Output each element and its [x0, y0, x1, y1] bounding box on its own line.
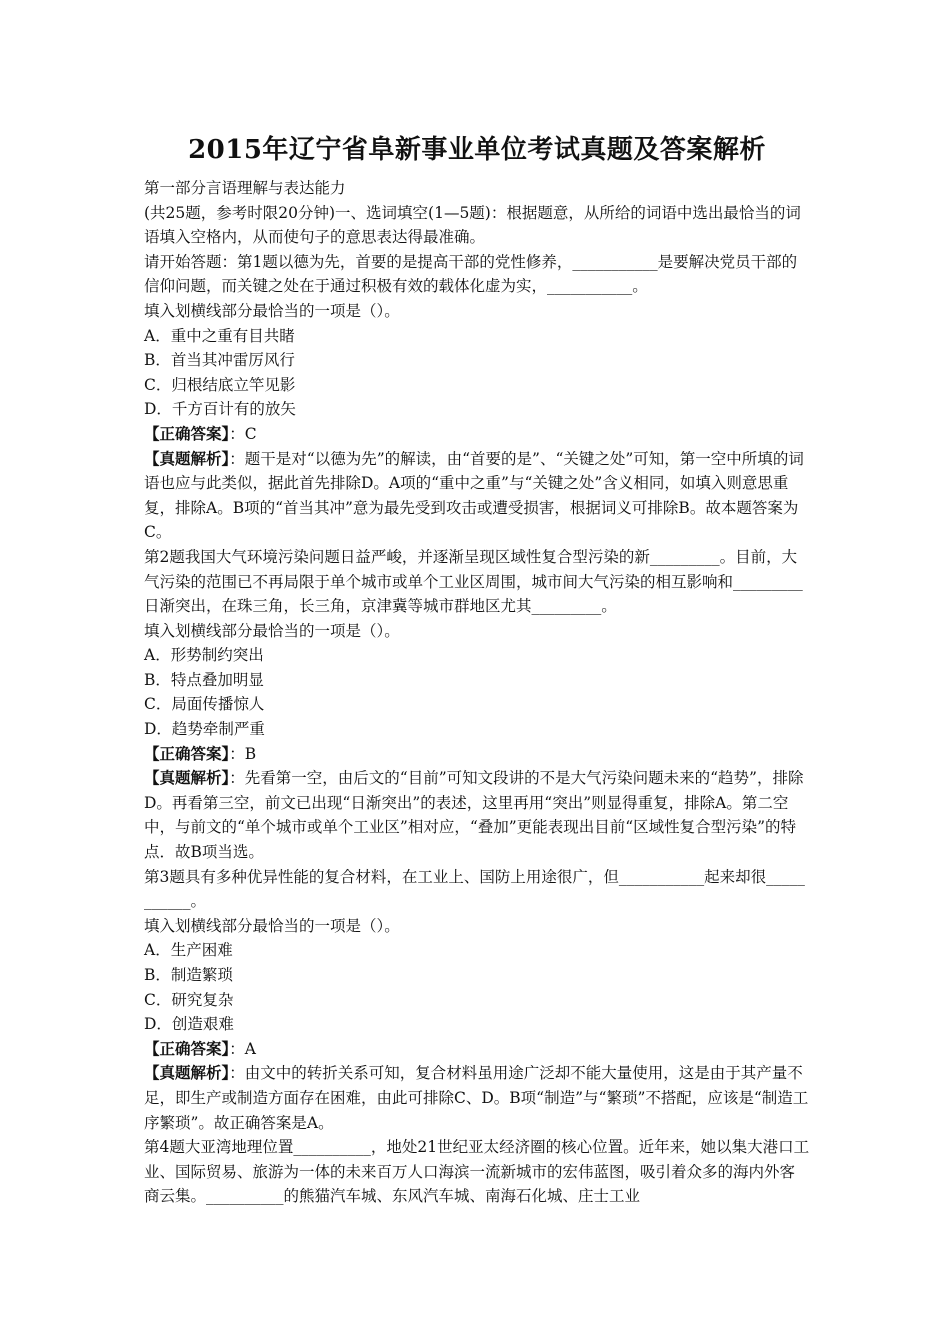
- question-stem: 第3题具有多种优异性能的复合材料，在工业上、国防上用途很广，但___________起来却很___________。: [144, 867, 805, 911]
- option-c: C．研究复杂: [144, 990, 234, 1009]
- option-b: B．首当其冲雷厉风行: [144, 351, 295, 370]
- option-a: A．形势制约突出: [144, 646, 264, 665]
- analysis: [144, 1061, 810, 1135]
- correct-answer: [144, 1037, 810, 1062]
- answer-value: ：A: [229, 1039, 256, 1058]
- correct-answer: [144, 742, 810, 767]
- analysis: [144, 447, 810, 545]
- option-c: C．归根结底立竿见影: [144, 375, 296, 394]
- analysis-text: ：由文中的转折关系可知，复合材料虽用途广泛却不能大量使用，这是由于其产量不足，即生产或制造方面存在困难，由此可排除C、D。B项“制造”与“繁琐”不搭配，应该是“制造工序繁琐”。故正确答案是A。: [144, 1064, 809, 1132]
- question-prompt: 填入划横线部分最恰当的一项是（）。: [144, 916, 400, 935]
- option-a: A．生产困难: [144, 941, 233, 960]
- answer-label: 【正确答案】: [144, 1038, 230, 1058]
- option-a: A．重中之重有目共睹: [144, 326, 295, 345]
- analysis-label: 【真题解析】: [144, 768, 230, 788]
- analysis-label: 【真题解析】: [144, 1063, 230, 1083]
- option-d: D．趋势牵制严重: [144, 720, 265, 739]
- part-heading: 第一部分言语理解与表达能力: [144, 179, 346, 197]
- question-stem: 第2题我国大气环境污染问题日益严峻，并逐渐呈现区域性复合型污染的新_________。目前，大气污染的范围已不再局限于单个城市或单个工业区周围，城市间大气污染的相互影响和_________日渐突出，在珠三角，长三角，京津冀等城市群地区尤其_________。: [144, 547, 803, 616]
- question-prompt: 填入划横线部分最恰当的一项是（）。: [144, 301, 400, 320]
- analysis-label: 【真题解析】: [144, 448, 230, 468]
- question-3: [144, 865, 810, 1136]
- option-d: D．创造艰难: [144, 1015, 234, 1034]
- answer-label: 【正确答案】: [144, 423, 230, 443]
- analysis-text: ：题干是对“以德为先”的解读，由“首要的是”、“关键之处”可知，第一空中所填的词语也应与此类似，据此首先排除D。A项的“重中之重”与“关键之处”含义相同，如填入则意思重复，排除A。B项的“首当其冲”意为最先受到攻击或遭受损害，根据词义可排除B。故本题答案为C。: [144, 449, 804, 542]
- document-page: [144, 132, 810, 1209]
- question-stem: 请开始答题：第1题以德为先，首要的是提高干部的党性修养，___________是要解决党员干部的信仰问题，而关键之处在于通过积极有效的载体化虚为实，___________。: [144, 252, 798, 296]
- question-4: [144, 1135, 810, 1209]
- answer-value: ：C: [229, 424, 257, 443]
- answer-label: 【正确答案】: [144, 743, 230, 763]
- document-title: 2015年辽宁省阜新事业单位考试真题及答案解析: [188, 135, 766, 165]
- option-c: C．局面传播惊人: [144, 695, 265, 714]
- question-1: [144, 250, 810, 545]
- instructions: (共25题，参考时限20分钟)一、选词填空(1—5题)：根据题意，从所给的词语中选出最恰当的词语填入空格内，从而使句子的意思表达得最准确。: [144, 203, 801, 247]
- option-b: B．制造繁琐: [144, 966, 233, 984]
- question-2: [144, 545, 810, 865]
- option-d: D．千方百计有的放矢: [144, 400, 296, 419]
- analysis-text: ：先看第一空，由后文的“目前”可知文段讲的不是大气污染问题未来的“趋势”，排除D。再看第三空，前文已出现“日渐突出”的表述，这里再用“突出”则显得重复，排除A。第二空中，与前文的“单个城市或单个工业区”相对应，“叠加”更能表现出目前“区域性复合型污染”的特点．故B项当选。: [144, 769, 804, 862]
- question-prompt: 填入划横线部分最恰当的一项是（）。: [144, 621, 400, 640]
- analysis: [144, 766, 810, 864]
- option-b: B．特点叠加明显: [144, 670, 264, 689]
- question-stem: 第4题大亚湾地理位置__________，地处21世纪亚太经济圈的核心位置。近年来，她以集大港口工业、国际贸易、旅游为一体的未来百万人口海滨一流新城市的宏伟蓝图，吸引着众多的海内外客商云集。__________的熊猫汽车城、东风汽车城、南海石化城、庄士工业: [144, 1138, 810, 1206]
- answer-value: ：B: [229, 744, 257, 763]
- correct-answer: [144, 422, 810, 447]
